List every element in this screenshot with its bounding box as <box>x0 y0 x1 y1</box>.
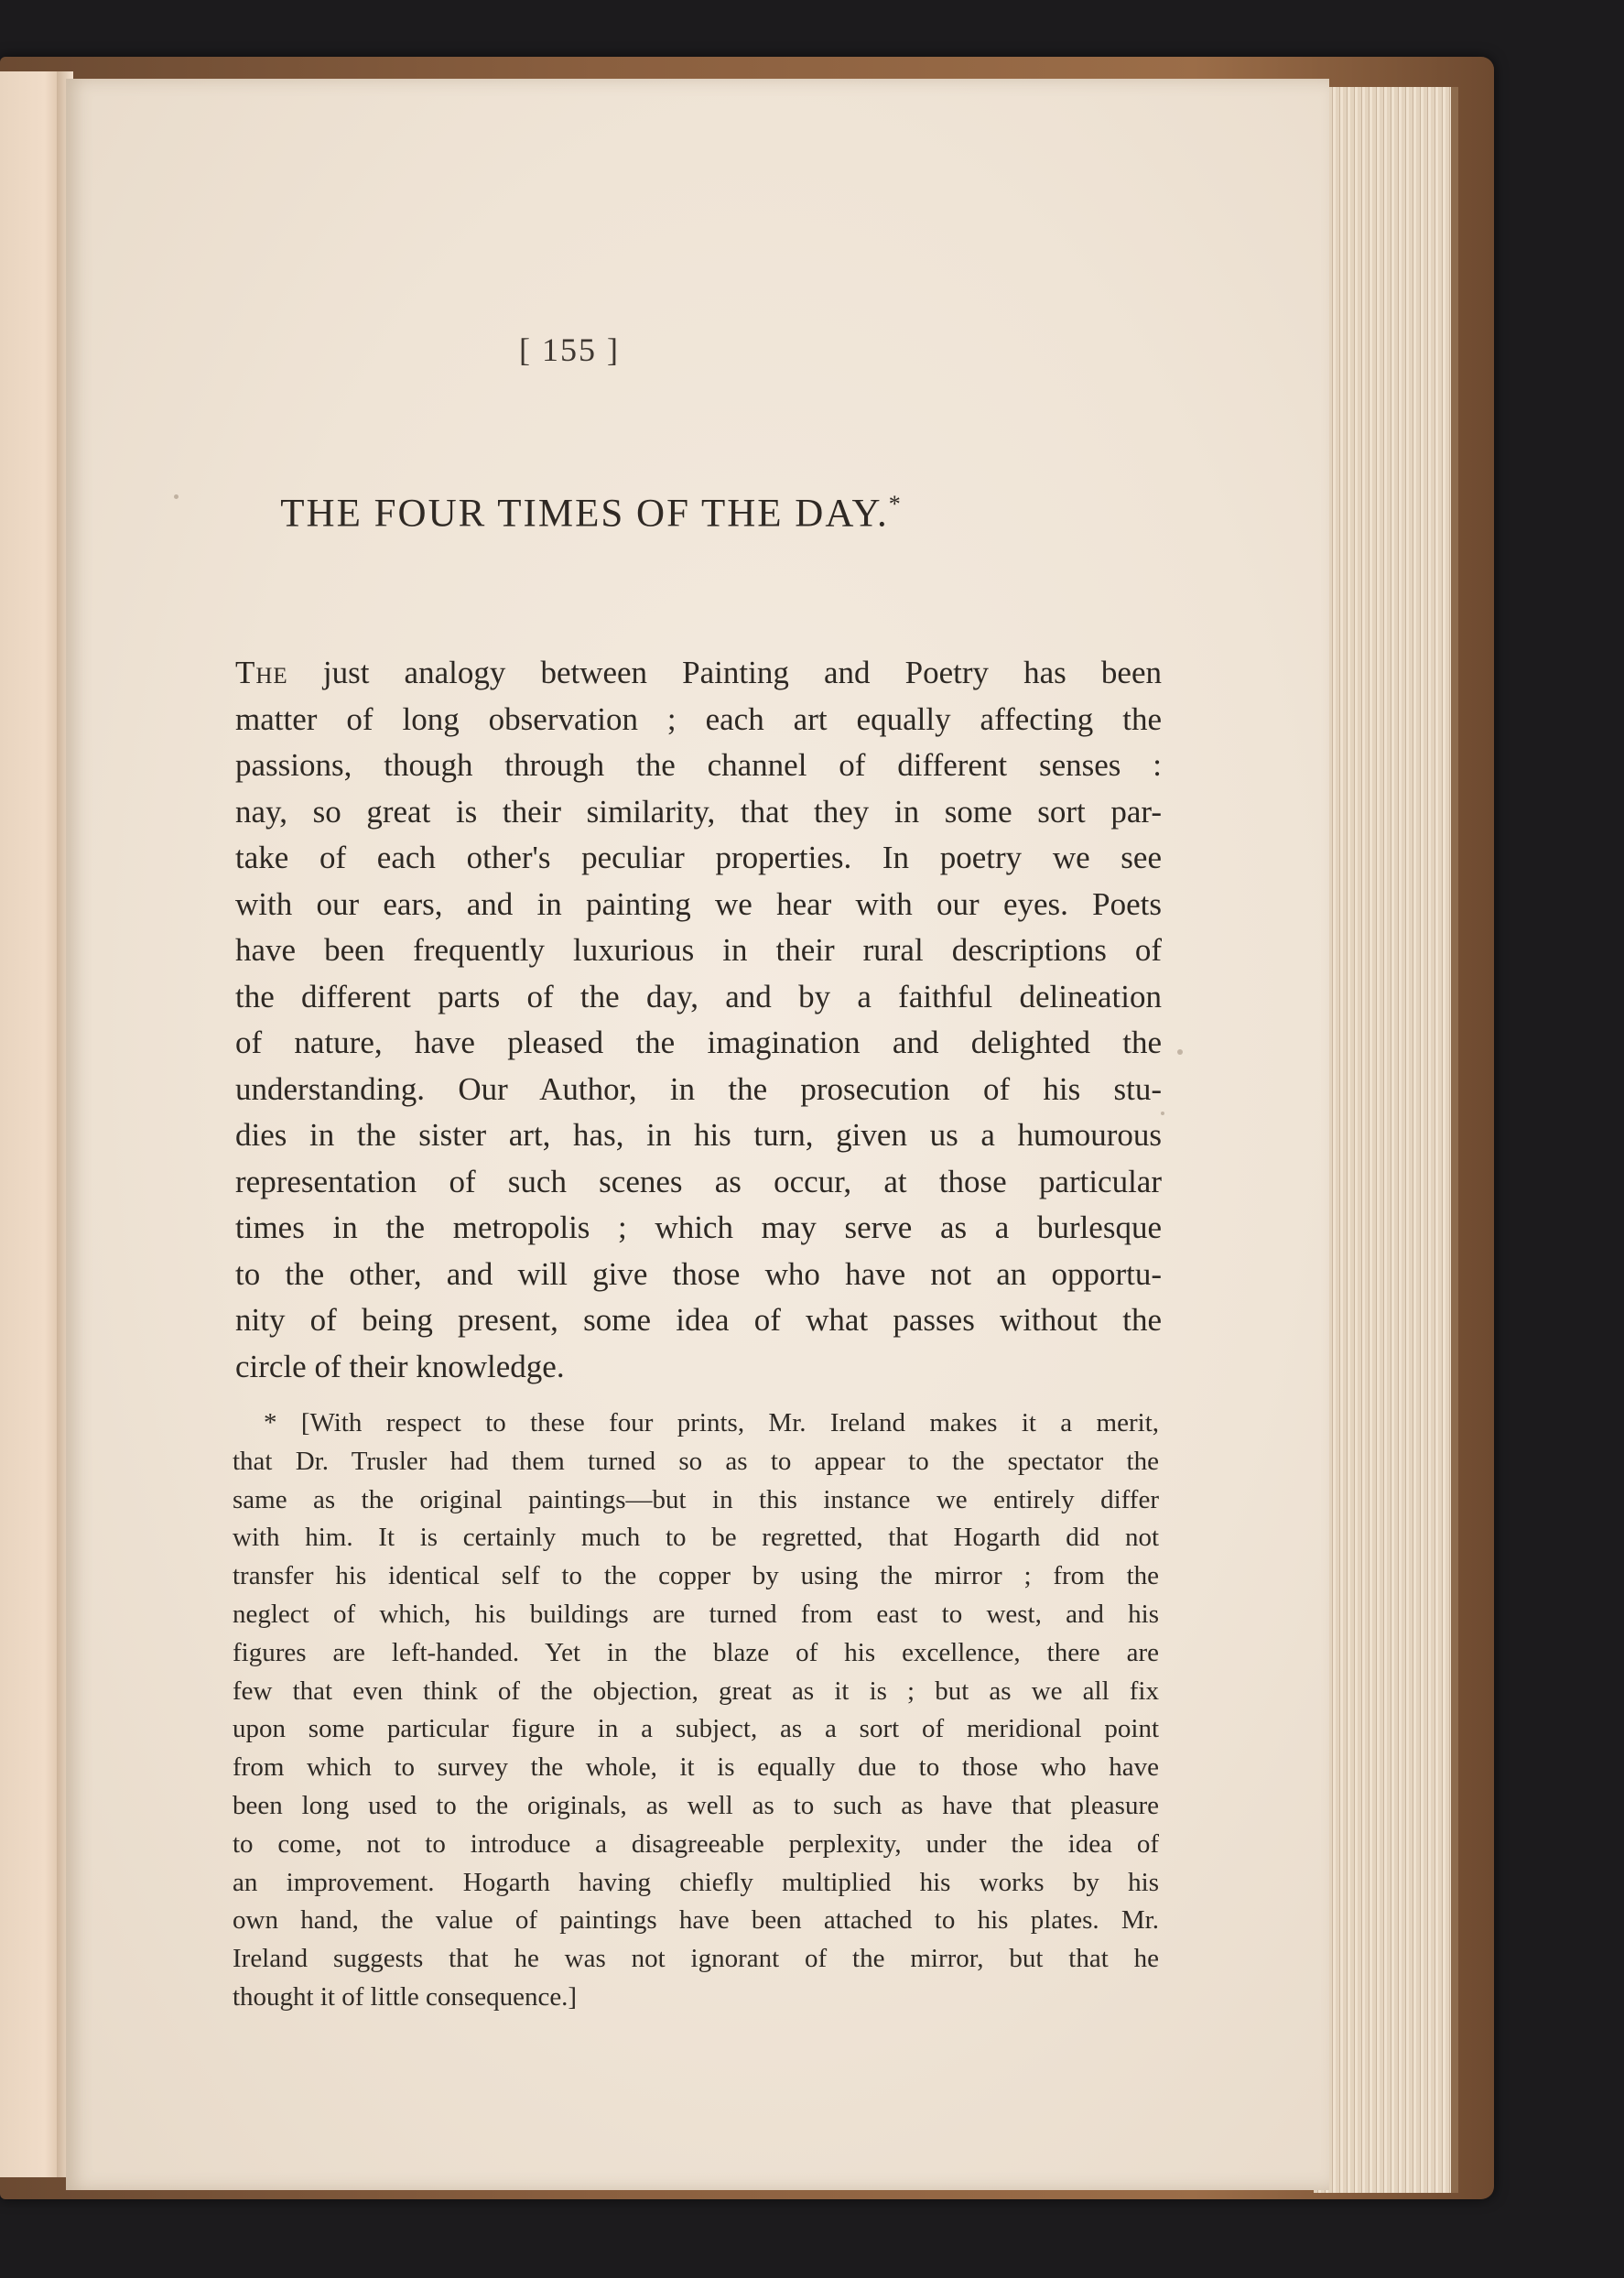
paper-speck <box>174 494 179 499</box>
paper-speck <box>1177 1049 1183 1055</box>
body-line: circle of their knowledge. <box>235 1348 565 1384</box>
chapter-title <box>0 491 1223 536</box>
footnote-line: to come, not to introduce a disagreeable perplexity, under the idea of <box>233 1828 1159 1859</box>
footnote <box>233 1405 1159 2017</box>
right-page <box>66 79 1329 2190</box>
footnote-line: that Dr. Trusler had them turned so as to appear to the spectator the <box>233 1446 1159 1476</box>
footnote-line: an improvement. Hogarth having chiefly multiplied his works by his <box>233 1867 1159 1897</box>
body-line: nity of being present, some idea of what passes without the <box>235 1302 1162 1338</box>
footnote-line: thought it of little consequence.] <box>233 1981 578 2012</box>
footnote-line: own hand, the value of paintings have been attached to his plates. Mr. <box>233 1905 1159 1936</box>
body-line: representation of such scenes as occur, at those particular <box>235 1163 1162 1199</box>
footnote-line: from which to survey the whole, it is equally due to those who have <box>233 1752 1159 1783</box>
footnote-line: Ireland suggests that he was not ignorant of the mirror, but that he <box>233 1944 1159 1974</box>
drop-word: The <box>235 655 288 690</box>
body-line: matter of long observation ; each art equally affecting the <box>235 700 1162 737</box>
body-line: with our ears, and in painting we hear with our eyes. Poets <box>235 885 1162 922</box>
footnote-line: same as the original paintings—but in this instance we entirely differ <box>233 1484 1159 1514</box>
footnote-line: * [With respect to these four prints, Mr. Ireland makes it a merit, <box>264 1408 1159 1437</box>
body-line: of nature, have pleased the imagination and delighted the <box>235 1025 1162 1060</box>
body-line: passions, though through the channel of different senses : <box>235 747 1162 783</box>
footnote-line: neglect of which, his buildings are turned from east to west, and his <box>233 1599 1159 1629</box>
page-number: [ 155 ] <box>519 331 620 368</box>
footnote-line: transfer his identical self to the copper by using the mirror ; from the <box>233 1561 1159 1591</box>
footnote-line: with him. It is certainly much to be regretted, that Hogarth did not <box>233 1523 1159 1553</box>
body-line: understanding. Our Author, in the prosecution of his stu- <box>235 1070 1162 1107</box>
body-line: take of each other's peculiar properties. In poetry we see <box>235 840 1162 875</box>
paper-speck <box>1161 1112 1164 1115</box>
left-page-edge <box>0 71 64 2177</box>
body-line: times in the metropolis ; which may serve as a burlesque <box>235 1210 1162 1245</box>
body-line: dies in the sister art, has, in his turn, given us a humourous <box>235 1117 1162 1153</box>
body-line: to the other, and will give those who have not an opportu- <box>235 1255 1162 1292</box>
body-text <box>235 650 1162 1390</box>
footnote-line: figures are left-handed. Yet in the blaze of his excellence, there are <box>233 1637 1159 1667</box>
page-block-edges <box>1314 87 1458 2193</box>
body-line: The just analogy between Painting and Poetry has been <box>235 655 1162 690</box>
footnote-line: been long used to the originals, as well as to such as have that pleasure <box>233 1790 1159 1820</box>
body-line: the different parts of the day, and by a faithful delineation <box>235 978 1162 1014</box>
body-line: nay, so great is their similarity, that they in some sort par- <box>235 793 1162 830</box>
footnote-line: upon some particular figure in a subject, as a sort of meridional point <box>233 1714 1159 1744</box>
chapter-title-text: THE FOUR TIMES OF THE DAY. <box>280 492 889 536</box>
footnote-marker: * <box>888 491 903 517</box>
footnote-line: few that even think of the objection, great as it is ; but as we all fix <box>233 1676 1159 1706</box>
body-line: have been frequently luxurious in their rural descriptions of <box>235 932 1162 968</box>
